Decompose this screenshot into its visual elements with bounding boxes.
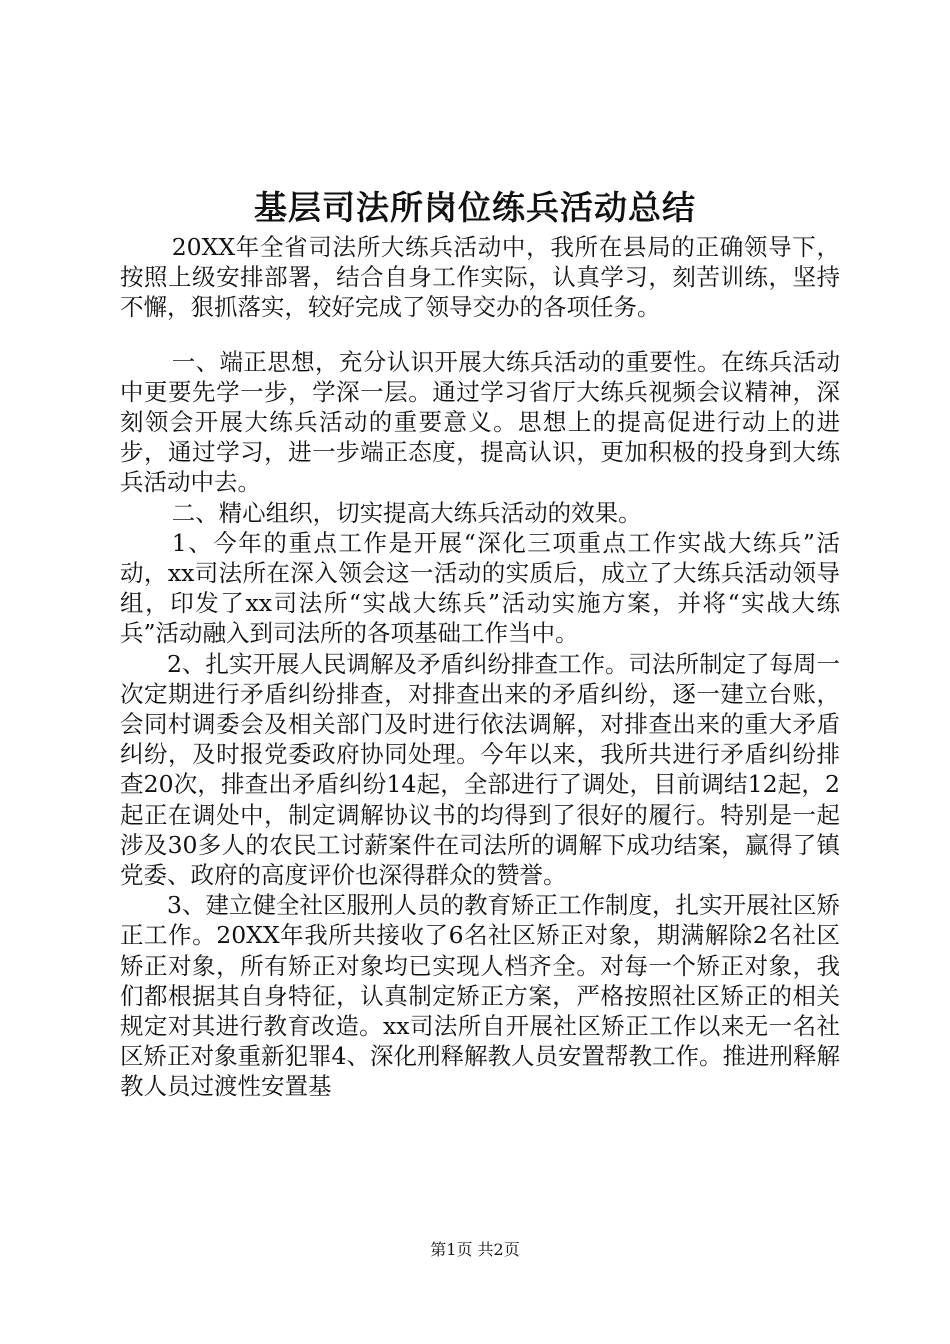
document-body: [120, 232, 840, 1102]
document-title: 基层司法所岗位练兵活动总结: [254, 188, 696, 227]
paragraph-intro: 20XX年全省司法所大练兵活动中，我所在县局的正确领导下，按照上级安排部署，结合自身工作实际，认真学习，刻苦训练，坚持不懈，狠抓落实，较好完成了领导交办的各项任务。: [120, 233, 840, 322]
paragraph-item-1: 1、今年的重点工作是开展“深化三项重点工作实战大练兵”活动，xx司法所在深入领会这一活动的实质后，成立了大练兵活动领导组，印发了xx司法所“实战大练兵”活动实施方案，并将“实战大练兵”活动融入到司法所的各项基础工作当中。: [120, 528, 840, 648]
paragraph-section-1: 一、端正思想，充分认识开展大练兵活动的重要性。在练兵活动中更要先学一步，学深一层。通过学习省厅大练兵视频会议精神，深刻领会开展大练兵活动的重要意义。思想上的提高促进行动上的进步，通过学习，进一步端正态度，提高认识，更加积极的投身到大练兵活动中去。: [120, 347, 840, 497]
paragraph-gap: [120, 323, 840, 347]
paragraph-item-2: 2、扎实开展人民调解及矛盾纠纷排查工作。司法所制定了每周一次定期进行矛盾纠纷排查，对排查出来的矛盾纠纷，逐一建立台账，会同村调委会及相关部门及时进行依法调解，对排查出来的重大矛盾纠纷，及时报党委政府协同处理。今年以来，我所共进行矛盾纠纷排查20次，排查出矛盾纠纷14起，全部进行了调处，目前调结12起，2起正在调处中，制定调解协议书的均得到了很好的履行。特别是一起涉及30多人的农民工讨薪案件在司法所的调解下成功结案，赢得了镇党委、政府的高度评价也深得群众的赞誉。: [120, 649, 840, 890]
paragraph-section-2: 二、精心组织，切实提高大练兵活动的效果。: [171, 498, 642, 527]
page-number-footer: 第1页 共2页: [430, 1240, 520, 1259]
paragraph-item-3: 3、建立健全社区服刑人员的教育矫正工作制度，扎实开展社区矫正工作。20XX年我所共接收了6名社区矫正对象，期满解除2名社区矫正对象，所有矫正对象均已实现人档齐全。对每一个矫正对象，我们都根据其自身特征，认真制定矫正方案，严格按照社区矫正的相关规定对其进行教育改造。xx司法所自开展社区矫正工作以来无一名社区矫正对象重新犯罪4、深化刑释解教人员安置帮教工作。推进刑释解教人员过渡性安置基: [120, 891, 840, 1101]
